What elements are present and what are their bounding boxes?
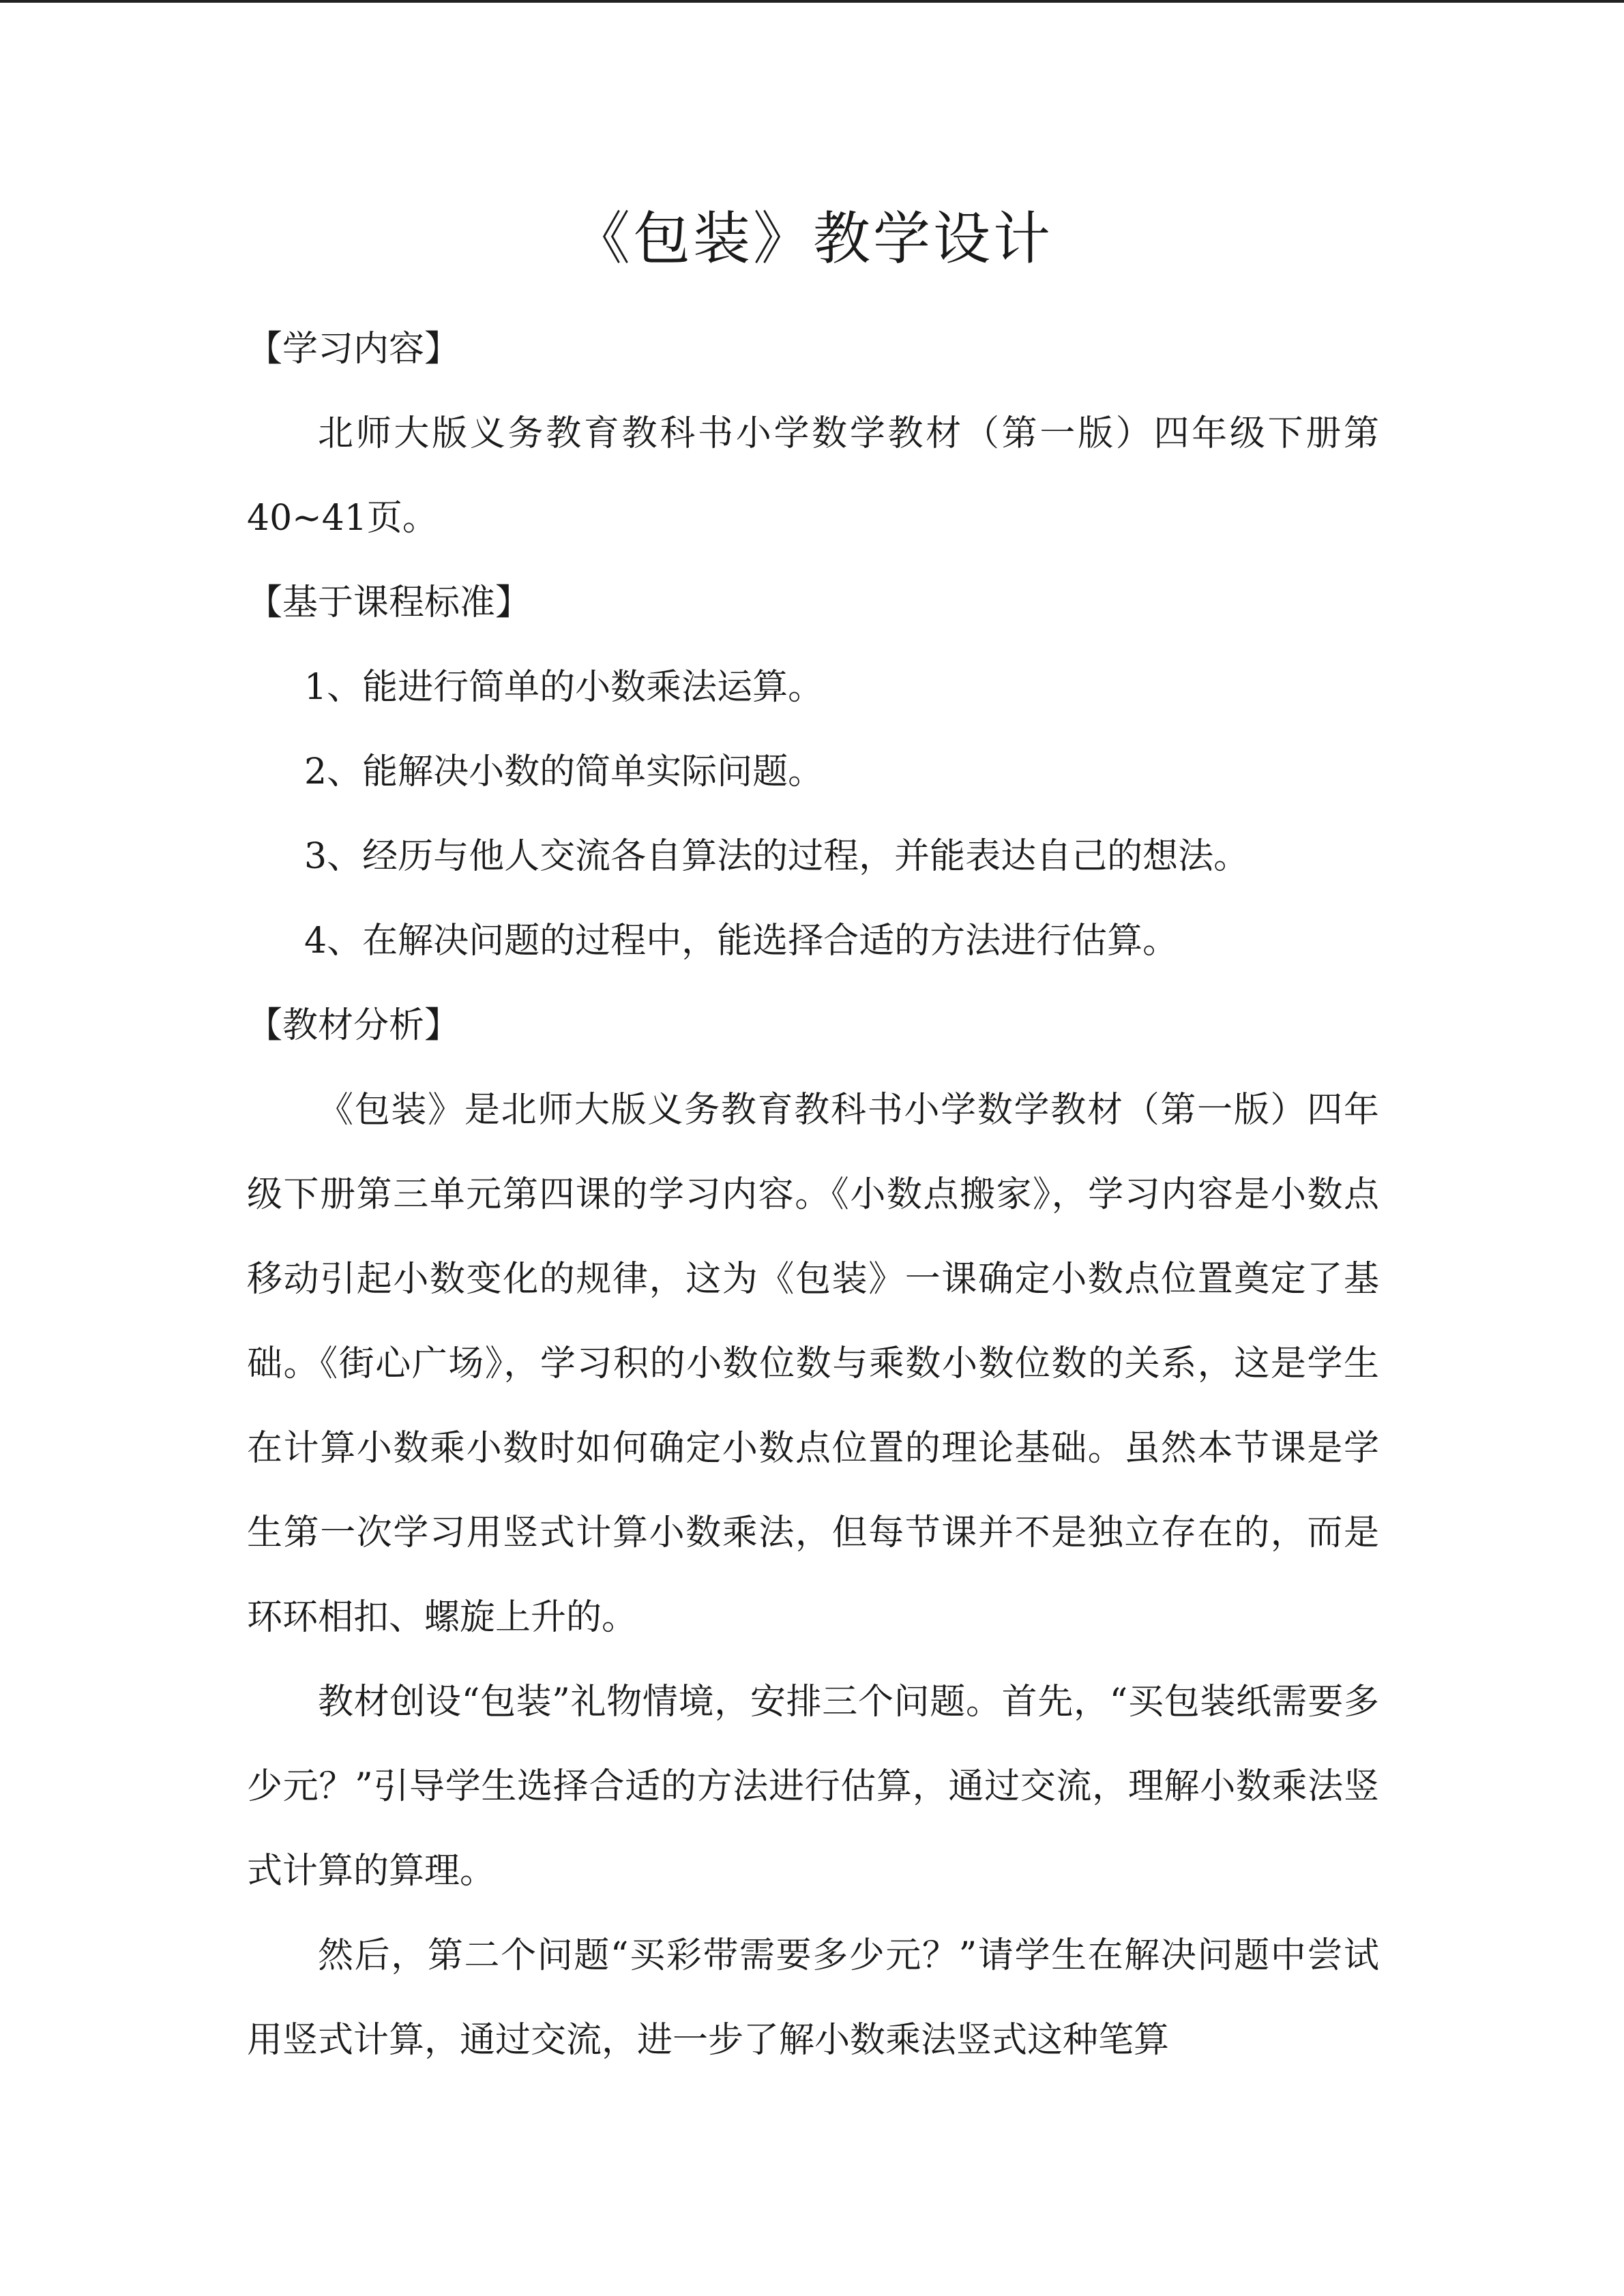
standard-item-1: 1、能进行简单的小数乘法运算。 bbox=[304, 667, 824, 708]
material-analysis-paragraph-2: 教材创设“包装”礼物情境，安排三个问题。首先，“买包装纸需要多少元？”引导学生选择合适的方法进行估算，通过交流，理解小数乘法竖式计算的算理。 bbox=[247, 1682, 1379, 1892]
standard-item-4: 4、在解决问题的过程中，能选择合适的方法进行估算。 bbox=[304, 921, 1179, 961]
section-heading-curriculum-standards: 【基于课程标准】 bbox=[247, 582, 531, 623]
document-title: 《包装》教学设计 bbox=[572, 205, 1053, 272]
material-analysis-paragraph-1: 《包装》是北师大版义务教育教科书小学数学教材（第一版）四年级下册第三单元第四课的学习内容。《小数点搬家》，学习内容是小数点移动引起小数变化的规律，这为《包装》一课确定小数点位置奠定了基础。《街心广场》，学习积的小数位数与乘数小数位数的关系，这是学生在计算小数乘小数时如何确定小数点位置的理论基础。虽然本节课是学生第一次学习用竖式计算小数乘法，但每节课并不是独立存在的，而是环环相扣、螺旋上升的。 bbox=[247, 1090, 1379, 1638]
section-heading-learning-content: 【学习内容】 bbox=[247, 329, 460, 370]
standard-item-2: 2、能解决小数的简单实际问题。 bbox=[304, 751, 824, 792]
section-heading-material-analysis: 【教材分析】 bbox=[247, 1005, 460, 1046]
standard-item-3: 3、经历与他人交流各自算法的过程，并能表达自己的想法。 bbox=[304, 836, 1250, 877]
top-border-line bbox=[0, 0, 1624, 3]
learning-content-text: 北师大版义务教育教科书小学数学教材（第一版）四年级下册第40~41页。 bbox=[247, 413, 1379, 539]
document-page bbox=[247, 198, 1379, 2083]
material-analysis-paragraph-3: 然后，第二个问题“买彩带需要多少元？”请学生在解决问题中尝试用竖式计算，通过交流，进一步了解小数乘法竖式这种笔算 bbox=[247, 1935, 1379, 2061]
